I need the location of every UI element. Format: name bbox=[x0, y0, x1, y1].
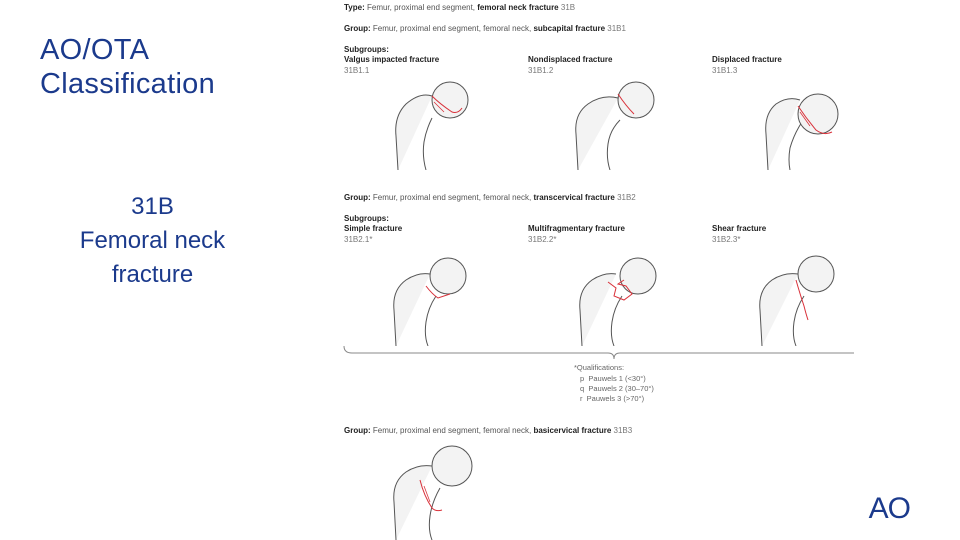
qualifications-title: *Qualifications: bbox=[574, 363, 625, 372]
group1-bold: subcapital fracture bbox=[533, 24, 606, 33]
femur-illustration-31B2-1 bbox=[380, 250, 490, 346]
grouping-brace bbox=[342, 346, 856, 360]
qualification-q-text: Pauwels 2 (30–70°) bbox=[588, 384, 654, 393]
slide-subtitle bbox=[40, 190, 265, 292]
group2-code: 31B2 bbox=[617, 193, 636, 202]
group2-bold: transcervical fracture bbox=[533, 193, 615, 202]
slide-title bbox=[40, 33, 215, 101]
group3-code: 31B3 bbox=[613, 426, 633, 435]
femur-illustration-31B2-3 bbox=[752, 250, 842, 346]
qualification-p-key: p bbox=[580, 374, 585, 383]
qualification-q-key: q bbox=[580, 384, 585, 393]
group2-item3-code: 31B2.3* bbox=[712, 235, 741, 244]
group2-header bbox=[344, 193, 636, 203]
group2-item2-name: Multifragmentary fracture bbox=[528, 224, 625, 233]
group3-text: Femur, proximal end segment, femoral neck, bbox=[372, 426, 532, 435]
group2-subgroups-label: Subgroups: bbox=[344, 214, 389, 223]
ao-logo: AO bbox=[868, 492, 910, 525]
qualification-r bbox=[580, 394, 644, 404]
femur-illustration-31B1-1 bbox=[370, 78, 480, 170]
group1-code: 31B1 bbox=[607, 24, 626, 33]
group1-item1-name: Valgus impacted fracture bbox=[344, 55, 440, 64]
group1-text: Femur, proximal end segment, femoral neck, bbox=[372, 24, 532, 33]
femur-illustration-31B1-3 bbox=[760, 78, 840, 170]
group3-header bbox=[344, 426, 632, 436]
qualification-q bbox=[580, 384, 654, 394]
subtitle-line-2: Femoral neck bbox=[79, 227, 226, 254]
group2-item2-code: 31B2.2* bbox=[528, 235, 557, 244]
group1-header bbox=[344, 24, 626, 34]
group1-item2-code: 31B1.2 bbox=[528, 66, 554, 75]
title-line-2: Classification bbox=[40, 68, 216, 100]
group1-item1-code: 31B1.1 bbox=[344, 66, 370, 75]
subtitle-line-3: fracture bbox=[111, 261, 194, 288]
group2-item3-name: Shear fracture bbox=[712, 224, 767, 233]
group2-item1-name: Simple fracture bbox=[344, 224, 403, 233]
type-text: Femur, proximal end segment, bbox=[366, 3, 476, 12]
type-label: Type: bbox=[344, 3, 365, 12]
group1-item3-code: 31B1.3 bbox=[712, 66, 738, 75]
group3-bold: basicervical fracture bbox=[533, 426, 612, 435]
group2-item1-code: 31B2.1* bbox=[344, 235, 373, 244]
type-code: 31B bbox=[560, 3, 576, 12]
femur-illustration-31B2-2 bbox=[566, 250, 676, 346]
qualification-p-text: Pauwels 1 (<30°) bbox=[588, 374, 646, 383]
group2-label: Group: bbox=[344, 193, 371, 202]
group2-text: Femur, proximal end segment, femoral neck, bbox=[372, 193, 532, 202]
type-bold: femoral neck fracture bbox=[477, 3, 559, 12]
femur-illustration-31B3 bbox=[380, 440, 490, 540]
group3-label: Group: bbox=[344, 426, 371, 435]
type-line bbox=[344, 3, 575, 13]
qualification-r-key: r bbox=[580, 394, 583, 403]
group1-subgroups-label: Subgroups: bbox=[344, 45, 389, 54]
subtitle-line-1: 31B bbox=[131, 193, 174, 220]
group1-item3-name: Displaced fracture bbox=[712, 55, 782, 64]
group1-label: Group: bbox=[344, 24, 371, 33]
qualification-r-text: Pauwels 3 (>70°) bbox=[586, 394, 645, 403]
qualification-p bbox=[580, 374, 646, 384]
group1-item2-name: Nondisplaced fracture bbox=[528, 55, 613, 64]
femur-illustration-31B1-2 bbox=[552, 78, 662, 170]
title-line-1: AO/OTA bbox=[40, 34, 150, 66]
